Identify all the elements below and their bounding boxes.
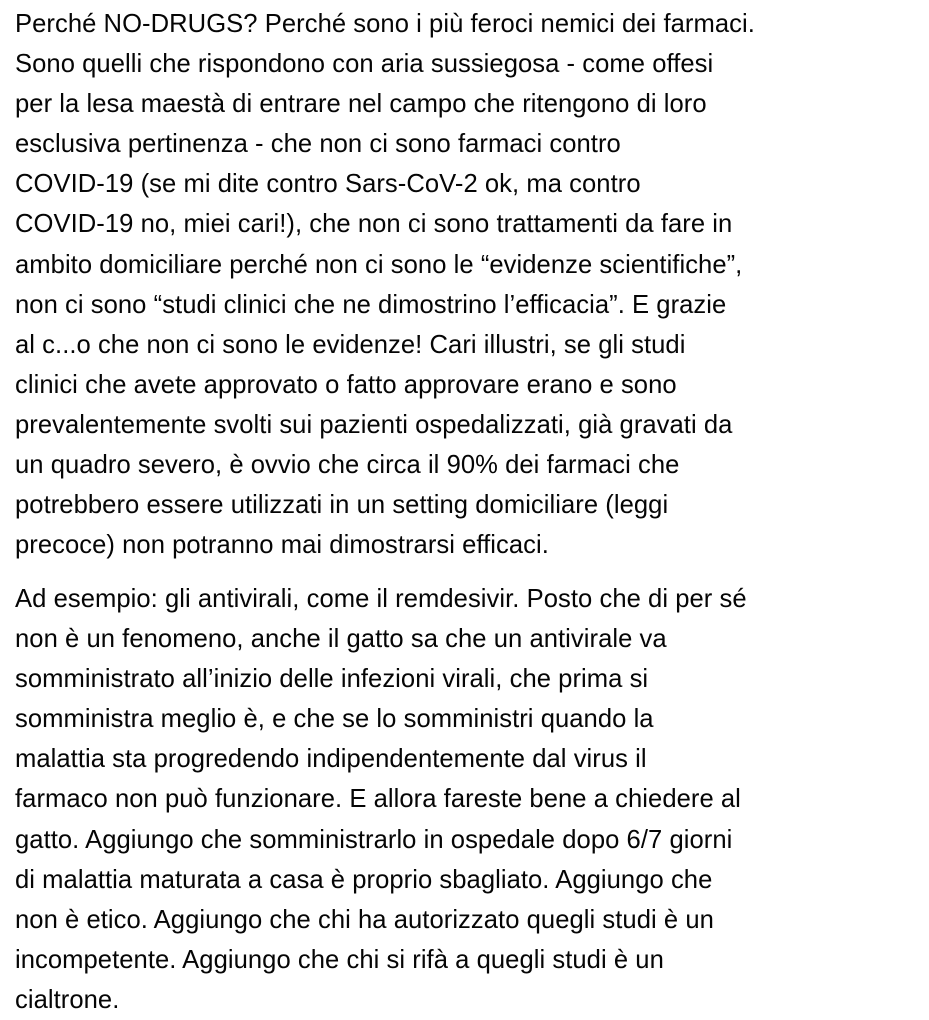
- text-line: per la lesa maestà di entrare nel campo che ritengono di loro: [15, 90, 707, 119]
- text-line: al c...o che non ci sono le evidenze! Cari illustri, se gli studi: [15, 330, 686, 359]
- text-line: incompetente. Aggiungo che chi si rifà a quegli studi è un: [15, 945, 664, 974]
- text-line: non è un fenomeno, anche il gatto sa che un antivirale va: [15, 625, 667, 654]
- text-line: gatto. Aggiungo che somministrarlo in ospedale dopo 6/7 giorni: [15, 825, 733, 854]
- text-line: Sono quelli che rispondono con aria sussiegosa - come offesi: [15, 50, 714, 79]
- post-paragraph-1: [15, 4, 755, 565]
- text-line: COVID-19 no, miei cari!), che non ci sono trattamenti da fare in: [15, 210, 733, 239]
- text-line: COVID-19 (se mi dite contro Sars-CoV-2 ok, ma contro: [15, 170, 641, 199]
- text-line: somministra meglio è, e che se lo somministri quando la: [15, 705, 654, 734]
- text-line: non ci sono “studi clinici che ne dimostrino l’efficacia”. E grazie: [15, 290, 727, 319]
- text-line: Perché NO-DRUGS? Perché sono i più feroci nemici dei farmaci.: [15, 10, 755, 38]
- text-line: malattia sta progredendo indipendentemente dal virus il: [15, 745, 647, 774]
- text-line: prevalentemente svolti sui pazienti ospedalizzati, già gravati da: [15, 410, 733, 439]
- text-line: cialtrone.: [15, 985, 120, 1014]
- text-line: ambito domiciliare perché non ci sono le “evidenze scientifiche”,: [15, 250, 743, 279]
- text-line: somministrato all’inizio delle infezioni virali, che prima si: [15, 665, 649, 694]
- text-line: esclusiva pertinenza - che non ci sono farmaci contro: [15, 130, 621, 159]
- text-line: Ad esempio: gli antivirali, come il remdesivir. Posto che di per sé: [15, 585, 747, 613]
- text-line: non è etico. Aggiungo che chi ha autorizzato quegli studi è un: [15, 905, 714, 934]
- post-paragraph-2: [15, 579, 747, 1020]
- text-line: precoce) non potranno mai dimostrarsi efficaci.: [15, 531, 549, 560]
- text-line: un quadro severo, è ovvio che circa il 90% dei farmaci che: [15, 451, 680, 480]
- text-line: farmaco non può funzionare. E allora fareste bene a chiedere al: [15, 785, 741, 814]
- text-line: di malattia maturata a casa è proprio sbagliato. Aggiungo che: [15, 865, 713, 894]
- text-line: clinici che avete approvato o fatto approvare erano e sono: [15, 370, 677, 399]
- text-line: potrebbero essere utilizzati in un setting domiciliare (leggi: [15, 491, 669, 520]
